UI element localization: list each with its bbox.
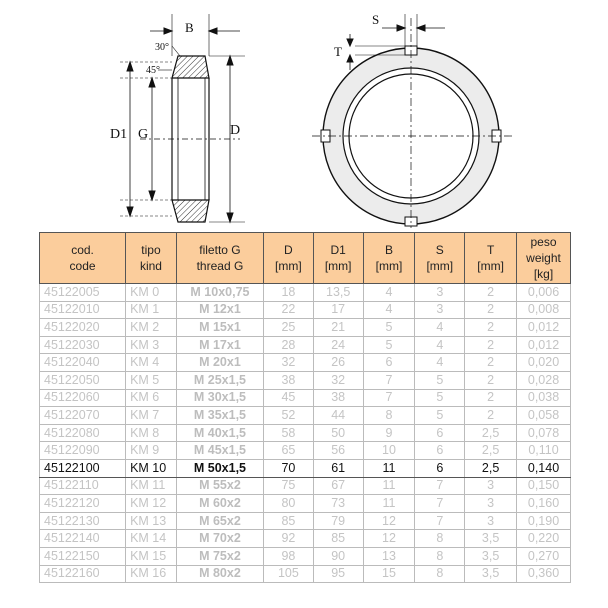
table-cell: 7 bbox=[363, 389, 415, 407]
table-row bbox=[40, 459, 571, 477]
table-cell: 45122050 bbox=[40, 371, 126, 389]
header-unit: [mm] bbox=[324, 259, 352, 273]
header-line1: cod. bbox=[71, 243, 94, 257]
table-cell: 2 bbox=[465, 354, 517, 372]
header-line2: weight bbox=[526, 251, 561, 265]
table-row bbox=[40, 319, 571, 337]
table-cell: 0,270 bbox=[517, 547, 571, 565]
table-cell: KM 13 bbox=[126, 512, 177, 530]
table-cell: 70 bbox=[264, 459, 314, 477]
column-header bbox=[363, 233, 415, 284]
table-cell: 0,190 bbox=[517, 512, 571, 530]
table-cell: M 30x1,5 bbox=[176, 389, 263, 407]
table-cell: 7 bbox=[415, 512, 465, 530]
table-cell: KM 14 bbox=[126, 530, 177, 548]
table-cell: 98 bbox=[264, 547, 314, 565]
front-view bbox=[312, 14, 512, 228]
table-cell: KM 15 bbox=[126, 547, 177, 565]
table-cell: 45122140 bbox=[40, 530, 126, 548]
table-cell: M 20x1 bbox=[176, 354, 263, 372]
table-cell: 45122150 bbox=[40, 547, 126, 565]
table-cell: 3 bbox=[415, 284, 465, 302]
header-line1: filetto G bbox=[199, 243, 241, 257]
table-cell: 92 bbox=[264, 530, 314, 548]
table-header-row bbox=[40, 233, 571, 284]
table-cell: 32 bbox=[313, 371, 363, 389]
table-cell: 45122080 bbox=[40, 424, 126, 442]
table-cell: 3 bbox=[465, 495, 517, 513]
table-cell: KM 16 bbox=[126, 565, 177, 583]
table-cell: 13,5 bbox=[313, 284, 363, 302]
table-cell: KM 8 bbox=[126, 424, 177, 442]
table-cell: 3 bbox=[415, 301, 465, 319]
column-header bbox=[176, 233, 263, 284]
table-cell: 45122030 bbox=[40, 336, 126, 354]
table-cell: 6 bbox=[415, 442, 465, 460]
table-cell: 95 bbox=[313, 565, 363, 583]
table-cell: 45122010 bbox=[40, 301, 126, 319]
technical-drawing bbox=[0, 0, 608, 232]
label-S: S bbox=[372, 12, 380, 27]
table-cell: 0,028 bbox=[517, 371, 571, 389]
table-cell: 75 bbox=[264, 477, 314, 495]
table-cell: 25 bbox=[264, 319, 314, 337]
label-T: T bbox=[334, 44, 342, 59]
table-cell: 38 bbox=[264, 371, 314, 389]
table-cell: KM 10 bbox=[126, 459, 177, 477]
table-cell: 73 bbox=[313, 495, 363, 513]
table-cell: 2 bbox=[465, 301, 517, 319]
table-cell: 79 bbox=[313, 512, 363, 530]
header-unit: [mm] bbox=[426, 259, 454, 273]
table-cell: 2,5 bbox=[465, 442, 517, 460]
table-cell: 0,020 bbox=[517, 354, 571, 372]
header-line2: thread G bbox=[196, 259, 244, 273]
header-line1: T bbox=[486, 243, 495, 257]
table-cell: 0,140 bbox=[517, 459, 571, 477]
table-cell: 58 bbox=[264, 424, 314, 442]
table-cell: 0,110 bbox=[517, 442, 571, 460]
table-cell: 105 bbox=[264, 565, 314, 583]
header-line1: D1 bbox=[330, 243, 346, 257]
column-header bbox=[465, 233, 517, 284]
table-cell: 3,5 bbox=[465, 547, 517, 565]
table-cell: 3 bbox=[465, 477, 517, 495]
table-cell: 5 bbox=[363, 336, 415, 354]
header-line1: S bbox=[435, 243, 444, 257]
table-row bbox=[40, 284, 571, 302]
table-cell: 50 bbox=[313, 424, 363, 442]
table-cell: 4 bbox=[363, 301, 415, 319]
table-row bbox=[40, 354, 571, 372]
header-line1: peso bbox=[530, 235, 557, 249]
table-cell: 85 bbox=[264, 512, 314, 530]
table-row bbox=[40, 512, 571, 530]
table-cell: KM 7 bbox=[126, 407, 177, 425]
table-row bbox=[40, 371, 571, 389]
header-line1: tipo bbox=[141, 243, 161, 257]
header-line2: kind bbox=[139, 259, 162, 273]
table-cell: 17 bbox=[313, 301, 363, 319]
table-cell: KM 11 bbox=[126, 477, 177, 495]
table-cell: 0,006 bbox=[517, 284, 571, 302]
table-cell: 11 bbox=[363, 495, 415, 513]
table-cell: 45122070 bbox=[40, 407, 126, 425]
column-header bbox=[40, 233, 126, 284]
table-cell: 0,220 bbox=[517, 530, 571, 548]
label-30deg: 30° bbox=[155, 42, 169, 53]
table-cell: M 40x1,5 bbox=[176, 424, 263, 442]
table-cell: 7 bbox=[415, 477, 465, 495]
table-cell: M 70x2 bbox=[176, 530, 263, 548]
table-cell: 90 bbox=[313, 547, 363, 565]
table-cell: M 17x1 bbox=[176, 336, 263, 354]
table-cell: 45122040 bbox=[40, 354, 126, 372]
table-row bbox=[40, 301, 571, 319]
table-cell: 45122120 bbox=[40, 495, 126, 513]
table-cell: KM 12 bbox=[126, 495, 177, 513]
table-cell: 12 bbox=[363, 530, 415, 548]
table-cell: 0,160 bbox=[517, 495, 571, 513]
table-cell: M 60x2 bbox=[176, 495, 263, 513]
table-cell: 0,012 bbox=[517, 336, 571, 354]
table-cell: 5 bbox=[415, 389, 465, 407]
header-unit: [mm] bbox=[477, 259, 504, 273]
table-cell: 3,5 bbox=[465, 530, 517, 548]
table-cell: KM 2 bbox=[126, 319, 177, 337]
table-row bbox=[40, 389, 571, 407]
table-cell: 45122110 bbox=[40, 477, 126, 495]
table-cell: M 25x1,5 bbox=[176, 371, 263, 389]
table-row bbox=[40, 547, 571, 565]
table-cell: 3 bbox=[465, 512, 517, 530]
table-cell: 0,360 bbox=[517, 565, 571, 583]
table-cell: 61 bbox=[313, 459, 363, 477]
table-cell: 32 bbox=[264, 354, 314, 372]
table-cell: 45122005 bbox=[40, 284, 126, 302]
table-cell: 24 bbox=[313, 336, 363, 354]
table-cell: 2 bbox=[465, 319, 517, 337]
table-row bbox=[40, 407, 571, 425]
table-cell: M 65x2 bbox=[176, 512, 263, 530]
table-cell: 4 bbox=[415, 319, 465, 337]
table-cell: 8 bbox=[415, 565, 465, 583]
table-cell: 0,078 bbox=[517, 424, 571, 442]
table-cell: 56 bbox=[313, 442, 363, 460]
table-cell: 45122060 bbox=[40, 389, 126, 407]
table-cell: 11 bbox=[363, 477, 415, 495]
label-45deg: 45° bbox=[146, 65, 160, 76]
section-hatch-bottom bbox=[172, 200, 209, 222]
table-cell: 6 bbox=[415, 459, 465, 477]
table-cell: 38 bbox=[313, 389, 363, 407]
table-cell: KM 0 bbox=[126, 284, 177, 302]
table-cell: 45122130 bbox=[40, 512, 126, 530]
table-cell: 3,5 bbox=[465, 565, 517, 583]
table-cell: 28 bbox=[264, 336, 314, 354]
table-cell: 18 bbox=[264, 284, 314, 302]
table-cell: KM 5 bbox=[126, 371, 177, 389]
header-line1: D bbox=[284, 243, 293, 257]
table-cell: 2 bbox=[465, 371, 517, 389]
table-row bbox=[40, 530, 571, 548]
table-cell: 44 bbox=[313, 407, 363, 425]
column-header bbox=[264, 233, 314, 284]
label-G: G bbox=[138, 127, 149, 142]
table-cell: 4 bbox=[415, 354, 465, 372]
table-cell: 15 bbox=[363, 565, 415, 583]
table-cell: 26 bbox=[313, 354, 363, 372]
table-cell: M 55x2 bbox=[176, 477, 263, 495]
header-unit: [kg] bbox=[533, 267, 554, 281]
table-cell: M 35x1,5 bbox=[176, 407, 263, 425]
table-cell: 4 bbox=[363, 284, 415, 302]
table-cell: 80 bbox=[264, 495, 314, 513]
column-header bbox=[415, 233, 465, 284]
table-cell: 8 bbox=[415, 547, 465, 565]
column-header bbox=[126, 233, 177, 284]
header-unit: [mm] bbox=[275, 259, 302, 273]
table-cell: 6 bbox=[363, 354, 415, 372]
table-cell: KM 9 bbox=[126, 442, 177, 460]
table-cell: 52 bbox=[264, 407, 314, 425]
table-row bbox=[40, 477, 571, 495]
table-cell: 2 bbox=[465, 407, 517, 425]
table-cell: 45122090 bbox=[40, 442, 126, 460]
column-header bbox=[313, 233, 363, 284]
table-cell: 2 bbox=[465, 336, 517, 354]
table-cell: 0,150 bbox=[517, 477, 571, 495]
table-cell: 12 bbox=[363, 512, 415, 530]
table-cell: 85 bbox=[313, 530, 363, 548]
table-cell: 9 bbox=[363, 424, 415, 442]
section-view bbox=[120, 14, 245, 222]
table-cell: 0,038 bbox=[517, 389, 571, 407]
table-cell: 8 bbox=[415, 530, 465, 548]
table-row bbox=[40, 442, 571, 460]
header-line1: B bbox=[384, 243, 393, 257]
header-line2: code bbox=[69, 259, 96, 273]
table-cell: 2 bbox=[465, 284, 517, 302]
table-cell: KM 4 bbox=[126, 354, 177, 372]
label-D: D bbox=[230, 123, 241, 138]
header-unit: [mm] bbox=[375, 259, 403, 273]
table-cell: 13 bbox=[363, 547, 415, 565]
table-cell: 11 bbox=[363, 459, 415, 477]
table-cell: 0,012 bbox=[517, 319, 571, 337]
table-cell: M 12x1 bbox=[176, 301, 263, 319]
table-row bbox=[40, 565, 571, 583]
table-cell: M 45x1,5 bbox=[176, 442, 263, 460]
table-cell: M 15x1 bbox=[176, 319, 263, 337]
table-cell: M 50x1,5 bbox=[176, 459, 263, 477]
table-cell: 10 bbox=[363, 442, 415, 460]
table-cell: 67 bbox=[313, 477, 363, 495]
table-row bbox=[40, 424, 571, 442]
table-cell: 4 bbox=[415, 336, 465, 354]
spec-table bbox=[39, 232, 571, 583]
table-cell: KM 3 bbox=[126, 336, 177, 354]
table-cell: KM 1 bbox=[126, 301, 177, 319]
section-hatch-top bbox=[172, 56, 209, 78]
table-cell: 21 bbox=[313, 319, 363, 337]
table-cell: 7 bbox=[363, 371, 415, 389]
table-cell: 2 bbox=[465, 389, 517, 407]
table-cell: 2,5 bbox=[465, 424, 517, 442]
column-header bbox=[517, 233, 571, 284]
table-cell: 45122020 bbox=[40, 319, 126, 337]
table-cell: M 75x2 bbox=[176, 547, 263, 565]
table-cell: 0,058 bbox=[517, 407, 571, 425]
label-B: B bbox=[185, 20, 194, 35]
table-cell: 22 bbox=[264, 301, 314, 319]
table-cell: 7 bbox=[415, 495, 465, 513]
table-cell: 2,5 bbox=[465, 459, 517, 477]
table-cell: 5 bbox=[415, 407, 465, 425]
table-cell: M 80x2 bbox=[176, 565, 263, 583]
table-row bbox=[40, 495, 571, 513]
table-cell: 0,008 bbox=[517, 301, 571, 319]
table-cell: 45 bbox=[264, 389, 314, 407]
table-cell: 8 bbox=[363, 407, 415, 425]
table-cell: KM 6 bbox=[126, 389, 177, 407]
table-cell: 5 bbox=[363, 319, 415, 337]
table-cell: 5 bbox=[415, 371, 465, 389]
table-cell: M 10x0,75 bbox=[176, 284, 263, 302]
table-cell: 65 bbox=[264, 442, 314, 460]
table-body bbox=[40, 284, 571, 583]
label-D1: D1 bbox=[110, 127, 128, 142]
table-cell: 6 bbox=[415, 424, 465, 442]
table-cell: 45122160 bbox=[40, 565, 126, 583]
table-cell: 45122100 bbox=[40, 459, 126, 477]
table-row bbox=[40, 336, 571, 354]
